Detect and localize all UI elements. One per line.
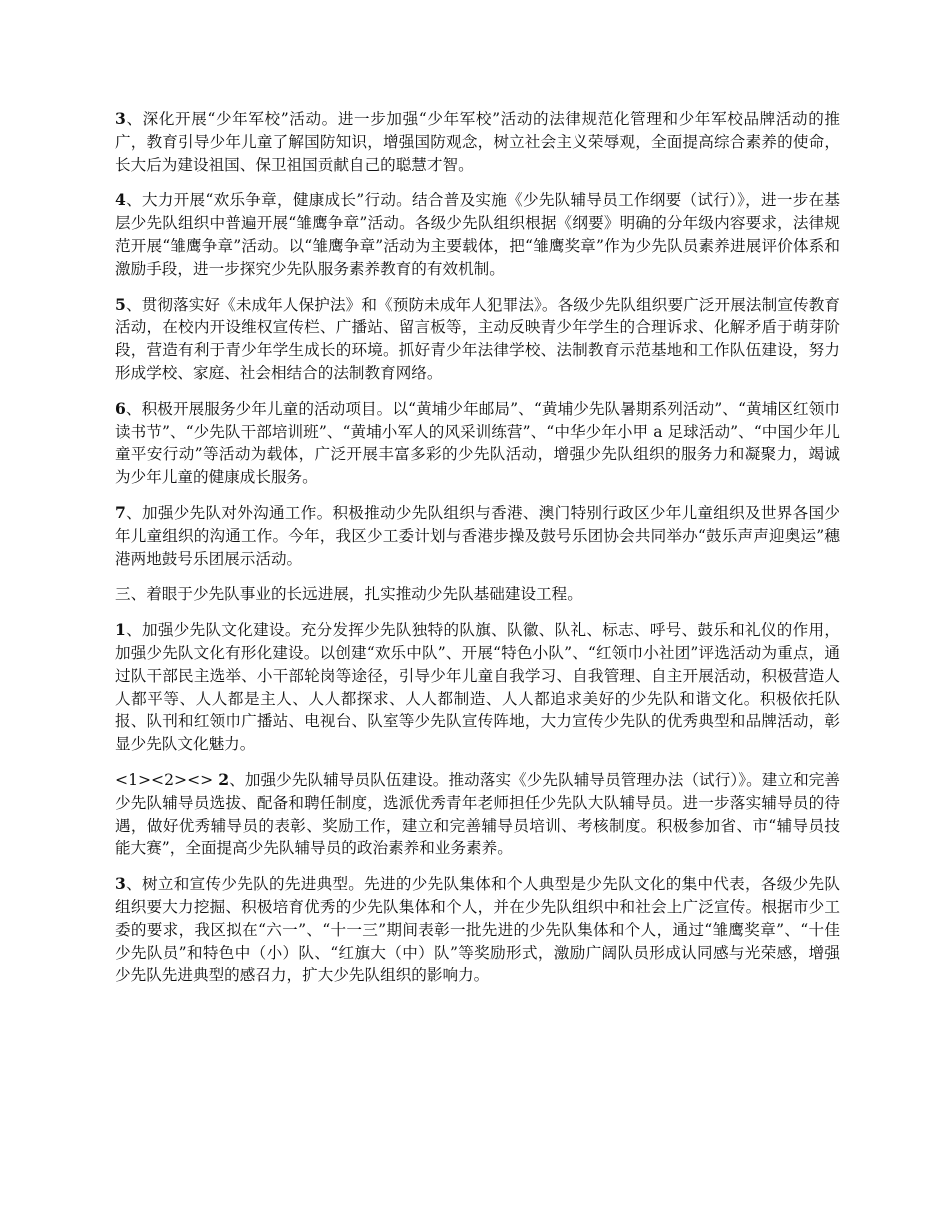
paragraph-4 (115, 398, 840, 489)
paragraph-8 (115, 769, 840, 860)
paragraph-5 (115, 502, 840, 570)
paragraph-text: 、加强少先队文化建设。充分发挥少先队独特的队旗、队徽、队礼、标志、呼号、鼓乐和礼仪的作用，加强少先队文化有形化建设。以创建“欢乐中队”、开展“特色小队”、“红领巾小社团”评选活动为重点，通过队干部民主选举、小干部轮岗等途径，引导少年儿童自我学习、自我管理、自主开展活动，积极营造人人都平等、人人都是主人、人人都探求、人人都制造、人人都追求美好的少先队和谐文化。积极依托队报、队刊和红领巾广播站、电视台、队室等少先队宣传阵地，大力宣传少先队的优秀典型和品牌活动，彰显少先队文化魅力。 (115, 621, 840, 754)
paragraph-1 (115, 108, 840, 176)
item-number: 2 (218, 769, 230, 789)
item-number: 1 (115, 620, 126, 640)
paragraph-text: 、加强少先队对外沟通工作。积极推动少先队组织与香港、澳门特别行政区少年儿童组织及世界各国少年儿童组织的沟通工作。今年，我区少工委计划与香港步操及鼓号乐团协会共同举办“鼓乐声声迎奥运”穗港两地鼓号乐团展示活动。 (115, 503, 840, 568)
paragraph-prefix: <1><2><> (115, 770, 219, 789)
section-heading (115, 583, 840, 606)
paragraph-9 (115, 873, 840, 987)
paragraph-text: 、树立和宣传少先队的先进典型。先进的少先队集体和个人典型是少先队文化的集中代表，各级少先队组织要大力挖掘、积极培育优秀的少先队集体和个人，并在少先队组织中和社会上广泛宣传。根据市少工委的要求，我区拟在“六一”、“十一三”期间表彰一批先进的少先队集体和个人，通过“雏鹰奖章”、“十佳少先队员”和特色中（小）队、“红旗大（中）队”等奖励形式，激励广阔队员形成认同感与光荣感，增强少先队先进典型的感召力，扩大少先队组织的影响力。 (115, 875, 840, 985)
paragraph-text: 三、着眼于少先队事业的长远进展，扎实推动少先队基础建设工程。 (115, 585, 583, 604)
paragraph-7 (115, 619, 840, 756)
paragraph-text: 、贯彻落实好《未成年人保护法》和《预防未成年人犯罪法》。各级少先队组织要广泛开展法制宣传教育活动，在校内开设维权宣传栏、广播站、留言板等，主动反映青少年学生的合理诉求、化解矛盾于萌芽阶段，营造有利于青少年学生成长的环境。抓好青少年法律学校、法制教育示范基地和工作队伍建设，努力形成学校、家庭、社会相结合的法制教育网络。 (115, 295, 840, 382)
item-number: 3 (115, 874, 126, 894)
paragraph-text: 、深化开展“少年军校”活动。进一步加强“少年军校”活动的法律规范化管理和少年军校品牌活动的推广，教育引导少年儿童了解国防知识，增强国防观念，树立社会主义荣辱观，全面提高综合素养的使命，长大后为建设祖国、保卫祖国贡献自己的聪慧才智。 (115, 110, 840, 174)
item-number: 5 (115, 294, 126, 314)
item-number: 7 (115, 502, 126, 522)
document-page (115, 108, 840, 1000)
paragraph-text: 、大力开展“欢乐争章，健康成长”行动。结合普及实施《少先队辅导员工作纲要（试行）》，进一步在基层少先队组织中普遍开展“雏鹰争章”活动。各级少先队组织根据《纲要》明确的分年级内容要求，法律规范开展“雏鹰争章”活动。以“雏鹰争章”活动为主要载体，把“雏鹰奖章”作为少先队员素养进展评价体系和激励手段，进一步探究少先队服务素养教育的有效机制。 (115, 191, 840, 278)
item-number: 3 (115, 109, 126, 128)
paragraph-text: 、积极开展服务少年儿童的活动项目。以“黄埔少年邮局”、“黄埔少先队暑期系列活动”、“黄埔区红领巾读书节”、“少先队干部培训班”、“黄埔小军人的风采训练营”、“中华少年小甲 a 足球活动”、“中国少年儿童平安行动”等活动为载体，广泛开展丰富多彩的少先队活动，增强少先队组织的服务力和凝聚力，竭诚为少年儿童的健康成长服务。 (115, 399, 840, 487)
item-number: 4 (115, 190, 126, 210)
item-number: 6 (115, 398, 126, 418)
paragraph-text: 、加强少先队辅导员队伍建设。推动落实《少先队辅导员管理办法（试行）》。建立和完善少先队辅导员选拔、配备和聘任制度，选派优秀青年老师担任少先队大队辅导员。进一步落实辅导员的待遇，做好优秀辅导员的表彰、奖励工作，建立和完善辅导员培训、考核制度。积极参加省、市“辅导员技能大赛”，全面提高少先队辅导员的政治素养和业务素养。 (115, 770, 840, 858)
paragraph-2 (115, 189, 840, 280)
paragraph-3 (115, 294, 840, 385)
